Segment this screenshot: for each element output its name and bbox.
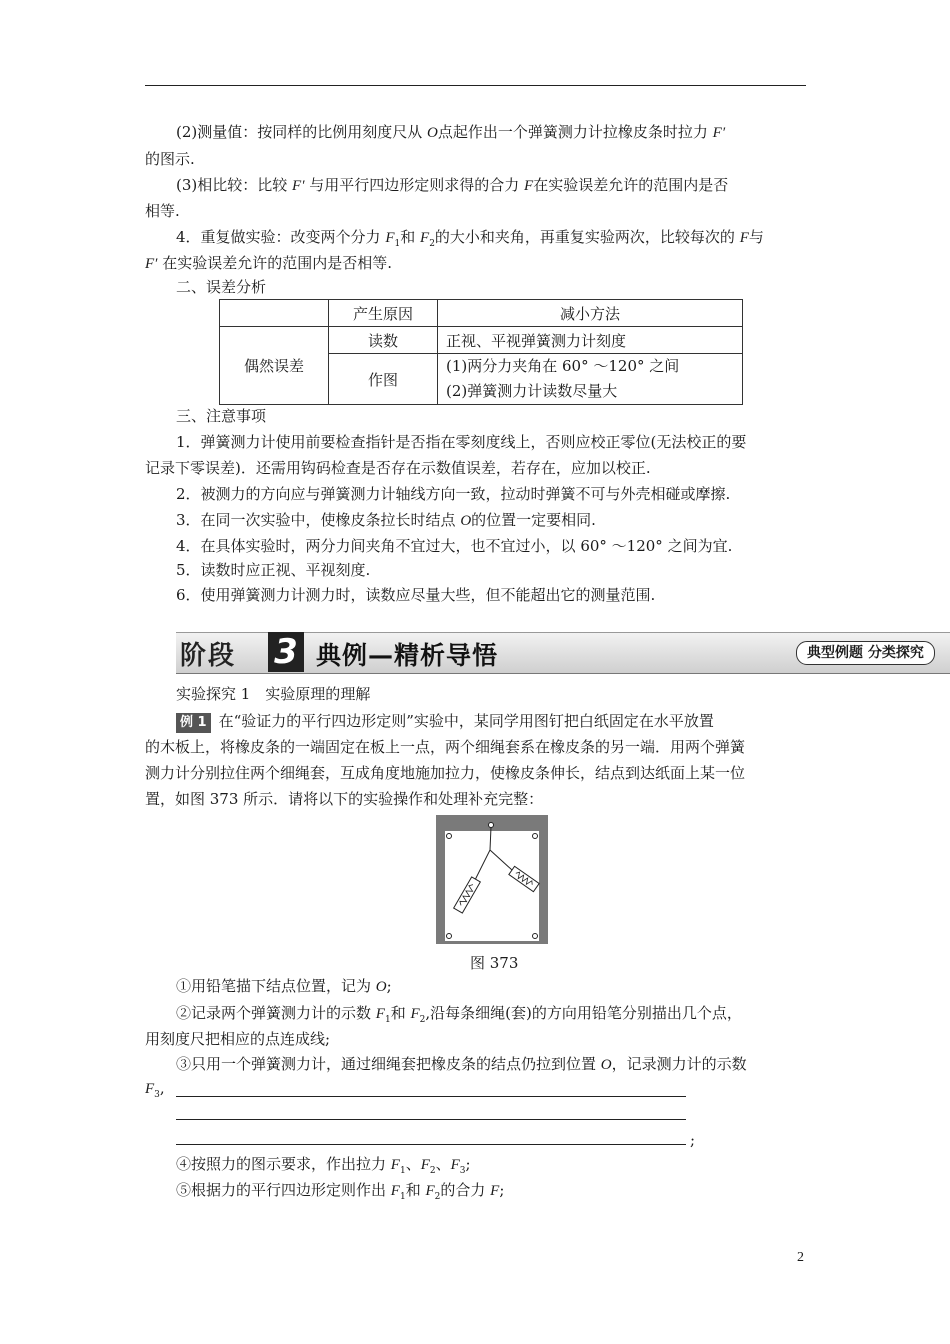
note-3	[176, 510, 841, 531]
text: 的大小和夹角，再重复实验两次，比较每次的	[434, 228, 740, 246]
table-cell	[438, 354, 743, 405]
text: 的合力	[440, 1181, 491, 1199]
header-rule	[145, 85, 806, 86]
pin	[533, 834, 538, 839]
symbol-f2: F	[410, 1006, 420, 1022]
subscript: 3	[459, 1166, 466, 1176]
explore-heading: 实验探究 1 实验原理的理解	[176, 685, 371, 703]
example-line-2: 的木板上，将橡皮条的一端固定在板上一点，两个细绳套系在橡皮条的另一端．用两个弹簧	[145, 738, 746, 756]
note-1-cont: 记录下零误差)．还需用钩码检查是否存在示数值误差，若存在，应加以校正.	[145, 459, 651, 477]
text: 和	[400, 228, 421, 246]
banner-title: 典例—精析导悟	[316, 641, 499, 670]
symbol-f: F	[490, 1183, 500, 1199]
table-row-label: 偶然误差	[220, 327, 329, 405]
symbol-f: F	[739, 230, 749, 246]
symbol-f: F	[524, 178, 534, 194]
symbol-f1: F	[390, 1183, 400, 1199]
note-6: 6．使用弹簧测力计测力时，读数应尽量大些，但不能超出它的测量范围.	[176, 586, 656, 604]
table-cell-line: (1)两分力夹角在 60° ～120° 之间	[446, 357, 680, 375]
symbol-f2: F	[420, 230, 430, 246]
step-2-cont: 用刻度尺把相应的点连成线;	[145, 1030, 331, 1048]
symbol-f2: F	[420, 1157, 430, 1173]
text: 与	[748, 228, 764, 246]
symbol-o: O	[460, 513, 472, 529]
subscript: 1	[394, 239, 401, 249]
text: (2)测量值：按同样的比例用刻度尺从	[176, 123, 428, 141]
table-header-cause: 产生原因	[329, 300, 438, 327]
text: ①用铅笔描下结点位置，记为	[176, 977, 376, 995]
para-compare-cont: 相等.	[145, 202, 180, 220]
para-measure	[176, 122, 841, 143]
answer-blank-1[interactable]	[176, 1096, 686, 1097]
text: 与用平行四边形定则求得的合力	[304, 176, 525, 194]
para-compare	[176, 175, 841, 196]
subscript: 1	[399, 1192, 406, 1202]
text: ③只用一个弹簧测力计，通过细绳套把橡皮条的结点仍拉到位置	[176, 1055, 601, 1073]
symbol-f-prime: F′	[292, 178, 305, 194]
symbol-f2: F	[425, 1183, 435, 1199]
text: ;	[465, 1155, 471, 1173]
answer-blank-3[interactable]	[176, 1144, 686, 1145]
note-5: 5．读数时应正视、平视刻度.	[176, 561, 371, 579]
subscript: 1	[399, 1166, 406, 1176]
table-cell-line: (2)弹簧测力计读数尽量大	[446, 382, 618, 400]
text: 的位置一定要相同.	[471, 511, 596, 529]
text: 在实验误差允许的范围内是否相等.	[157, 254, 392, 272]
text: 和	[390, 1004, 411, 1022]
text: ,沿每条细绳(套)的方向用铅笔分别描出几个点，	[425, 1004, 742, 1022]
symbol-f1: F	[375, 1006, 385, 1022]
banner-stage-number: 3	[268, 632, 304, 672]
symbol-f3: F	[145, 1081, 155, 1097]
table-cell: 正视、平视弹簧测力计刻度	[438, 327, 743, 354]
note-1: 1．弹簧测力计使用前要检查指针是否指在零刻度线上，否则应校正零位(无法校正的要	[176, 433, 747, 451]
anchor-pin	[489, 823, 494, 828]
answer-end-mark: ;	[690, 1131, 696, 1149]
step-3	[176, 1054, 841, 1075]
table-cell: 作图	[329, 354, 438, 405]
text: ，记录测力计的示数	[611, 1055, 747, 1073]
symbol-f-prime: F′	[712, 125, 726, 141]
text: ;	[386, 977, 392, 995]
experiment-figure	[436, 815, 548, 944]
symbol-f3: F	[450, 1157, 460, 1173]
table-cell-empty	[220, 300, 329, 327]
table-header-method: 减小方法	[438, 300, 743, 327]
banner-stage-label: 阶段	[180, 641, 237, 671]
note-2: 2．被测力的方向应与弹簧测力计轴线方向一致，拉动时弹簧不可与外壳相碰或摩擦.	[176, 485, 731, 503]
answer-blank-2[interactable]	[176, 1119, 686, 1120]
step-3-cont	[145, 1078, 810, 1105]
symbol-f1: F	[390, 1157, 400, 1173]
subscript: 3	[154, 1090, 160, 1100]
table-cell: 读数	[329, 327, 438, 354]
error-table	[219, 299, 743, 405]
text: 4．重复做实验：改变两个分力	[176, 228, 386, 246]
example-line-1	[176, 711, 841, 733]
symbol-o: O	[427, 125, 438, 141]
example-line-3: 测力计分别拉住两个细绳套，互成角度地施加拉力，使橡皮条伸长，结点到达纸面上某一位	[145, 764, 746, 782]
subscript: 2	[429, 1166, 436, 1176]
pin	[447, 834, 452, 839]
symbol-f-prime: F′	[145, 256, 158, 272]
text: ④按照力的图示要求，作出拉力	[176, 1155, 391, 1173]
text: 和	[405, 1181, 426, 1199]
text: ⑤根据力的平行四边形定则作出	[176, 1181, 391, 1199]
para-measure-cont: 的图示.	[145, 150, 195, 168]
text: (3)相比较：比较	[176, 176, 293, 194]
symbol-o: O	[375, 979, 387, 995]
example-line-4: 置，如图 373 所示．请将以下的实验操作和处理补充完整：	[145, 790, 544, 808]
pin	[447, 934, 452, 939]
text: ②记录两个弹簧测力计的示数	[176, 1004, 376, 1022]
subscript: 2	[419, 1015, 426, 1025]
text: 3．在同一次实验中，使橡皮条拉长时结点	[176, 511, 461, 529]
symbol-f1: F	[385, 230, 395, 246]
para-repeat-cont	[145, 253, 810, 274]
symbol-o: O	[600, 1057, 612, 1073]
text: ;	[499, 1181, 505, 1199]
section-heading-notes: 三、注意事项	[176, 407, 267, 425]
stage-banner	[176, 632, 950, 672]
text: 在实验误差允许的范围内是否	[533, 176, 729, 194]
pin	[533, 934, 538, 939]
step-5	[176, 1180, 841, 1207]
subscript: 2	[434, 1192, 441, 1202]
subscript: 1	[384, 1015, 391, 1025]
step-4	[176, 1154, 841, 1181]
page-number: 2	[797, 1250, 804, 1265]
text: ,	[159, 1079, 165, 1097]
note-4: 4．在具体实验时，两分力间夹角不宜过大，也不宜过小，以 60° ～120° 之间为宜.	[176, 537, 733, 555]
para-repeat	[176, 227, 841, 254]
banner-tag: 典型例题 分类探究	[796, 641, 935, 665]
text: 点起作出一个弹簧测力计拉橡皮条时拉力	[437, 123, 713, 141]
subscript: 2	[429, 239, 435, 249]
figure-caption: 图 373	[470, 954, 519, 972]
text: 在“验证力的平行四边形定则”实验中，某同学用图钉把白纸固定在水平放置	[218, 712, 714, 730]
step-1	[176, 976, 841, 997]
text: 、	[435, 1155, 451, 1173]
text: 、	[405, 1155, 421, 1173]
example-badge: 例 1	[176, 713, 211, 733]
step-2	[176, 1003, 841, 1030]
section-heading-error: 二、误差分析	[176, 278, 267, 296]
